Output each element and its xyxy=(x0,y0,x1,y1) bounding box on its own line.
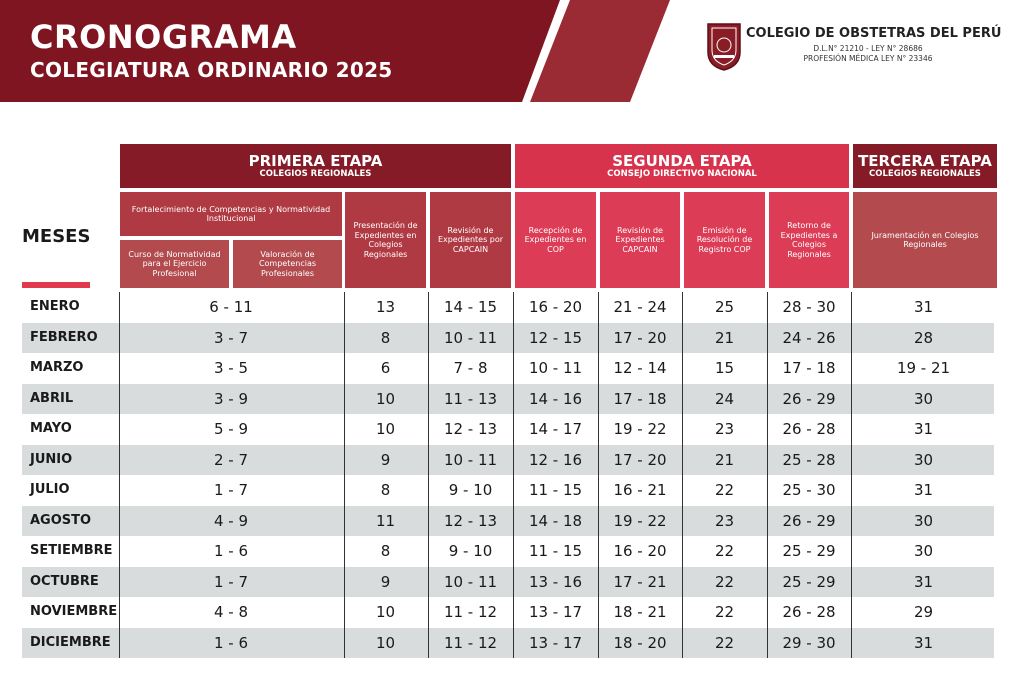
date-cell: 1 - 7 xyxy=(213,481,249,499)
date-cell: 22 xyxy=(714,572,735,591)
date-cell: 10 xyxy=(375,420,396,438)
column-divider xyxy=(428,292,429,658)
column-header-label: Valoración de Competencias Profesionales xyxy=(258,249,317,278)
date-cell: 12 - 15 xyxy=(528,328,583,347)
table-row xyxy=(22,506,994,536)
date-cell: 31 xyxy=(913,633,934,652)
date-cell: 9 - 10 xyxy=(448,542,493,560)
table-row xyxy=(22,353,994,383)
stage-subtitle: COLEGIOS REGIONALES xyxy=(259,168,372,179)
column-header-emision xyxy=(684,192,765,288)
table-row xyxy=(22,567,994,597)
date-cell: 21 - 24 xyxy=(613,298,667,316)
group-header-fortalecimiento xyxy=(120,192,342,236)
table-row xyxy=(22,292,994,322)
date-cell: 30 xyxy=(913,389,934,408)
column-header-label: Revisión de Expedientes CAPCAIN xyxy=(615,225,665,254)
date-cell: 25 - 30 xyxy=(782,481,836,499)
date-cell: 10 xyxy=(375,633,396,652)
date-cell: 13 - 16 xyxy=(528,572,583,591)
date-cell: 28 - 30 xyxy=(782,298,836,316)
date-cell: 25 - 29 xyxy=(782,572,836,591)
column-divider xyxy=(767,292,768,658)
org-name: COLEGIO DE OBSTETRAS DEL PERÚ xyxy=(746,26,1002,41)
date-cell: 17 - 18 xyxy=(782,359,836,377)
date-cell: 12 - 13 xyxy=(443,511,498,530)
stage-header-tercera xyxy=(853,144,997,188)
month-cell: JUNIO xyxy=(30,451,73,467)
column-divider xyxy=(119,292,120,658)
date-cell: 8 xyxy=(380,481,391,499)
date-cell: 19 - 22 xyxy=(613,511,667,530)
date-cell: 9 xyxy=(380,450,391,469)
table-row xyxy=(22,323,994,353)
date-cell: 25 - 28 xyxy=(782,450,836,469)
column-divider xyxy=(598,292,599,658)
date-cell: 3 - 9 xyxy=(213,389,249,408)
date-cell: 15 xyxy=(714,359,735,377)
month-cell: ENERO xyxy=(30,299,80,314)
group-header-label: Fortalecimiento de Competencias y Normatividad Institucional xyxy=(131,204,331,223)
date-cell: 30 xyxy=(913,542,934,560)
table-row xyxy=(22,597,994,627)
date-cell: 21 xyxy=(714,328,735,347)
date-cell: 13 xyxy=(375,298,396,316)
date-cell: 31 xyxy=(913,298,934,316)
date-cell: 6 xyxy=(380,359,391,377)
date-cell: 1 - 6 xyxy=(213,633,249,652)
date-cell: 23 xyxy=(714,420,735,438)
date-cell: 31 xyxy=(913,481,934,499)
month-cell: OCTUBRE xyxy=(30,573,99,589)
date-cell: 31 xyxy=(913,572,934,591)
date-cell: 3 - 7 xyxy=(213,328,249,347)
date-cell: 21 xyxy=(714,450,735,469)
column-header-label: Recepción de Expedientes en COP xyxy=(524,225,587,254)
stage-title: SEGUNDA ETAPA xyxy=(612,151,752,170)
date-cell: 13 - 17 xyxy=(528,603,583,621)
stage-header-primera xyxy=(120,144,511,188)
date-cell: 22 xyxy=(714,633,735,652)
date-cell: 14 - 15 xyxy=(443,298,498,316)
date-cell: 30 xyxy=(913,511,934,530)
date-cell: 10 - 11 xyxy=(443,328,498,347)
page-title: CRONOGRAMA xyxy=(30,18,297,56)
org-law-line-1: D.L.N° 21210 - LEY N° 28686 xyxy=(813,44,923,53)
column-header-label: Presentación de Expedientes en Colegios Regionales xyxy=(353,221,418,259)
date-cell: 11 - 13 xyxy=(443,389,498,408)
date-cell: 29 xyxy=(913,603,934,621)
table-row xyxy=(22,475,994,505)
column-header-valoracion xyxy=(233,240,342,288)
date-cell: 16 - 21 xyxy=(613,481,667,499)
date-cell: 13 - 17 xyxy=(528,633,583,652)
date-cell: 16 - 20 xyxy=(528,298,583,316)
stage-subtitle: COLEGIOS REGIONALES xyxy=(869,168,981,179)
date-cell: 19 - 22 xyxy=(613,420,667,438)
date-cell: 11 - 15 xyxy=(528,542,583,560)
date-cell: 12 - 16 xyxy=(528,450,583,469)
date-cell: 7 - 8 xyxy=(453,359,488,377)
months-accent-bar xyxy=(22,282,90,288)
column-header-label: Retorno de Expedientes a Colegios Regionales xyxy=(780,221,838,259)
date-cell: 1 - 7 xyxy=(213,572,249,591)
page-subtitle: COLEGIATURA ORDINARIO 2025 xyxy=(30,58,393,82)
date-cell: 4 - 9 xyxy=(213,511,249,530)
date-cell: 8 xyxy=(380,328,391,347)
month-cell: NOVIEMBRE xyxy=(30,604,118,619)
month-cell: ABRIL xyxy=(30,390,74,406)
table-row xyxy=(22,628,994,658)
column-header-recepcion xyxy=(515,192,596,288)
date-cell: 10 xyxy=(375,389,396,408)
date-cell: 19 - 21 xyxy=(896,359,951,377)
column-header-presentacion xyxy=(345,192,426,288)
stage-header-segunda xyxy=(515,144,849,188)
date-cell: 3 - 5 xyxy=(213,359,249,377)
date-cell: 10 - 11 xyxy=(443,572,498,591)
date-cell: 14 - 17 xyxy=(528,420,583,438)
date-cell: 18 - 21 xyxy=(613,603,667,621)
column-header-juramentacion xyxy=(853,192,997,288)
table-row xyxy=(22,536,994,566)
date-cell: 22 xyxy=(714,542,735,560)
date-cell: 22 xyxy=(714,603,735,621)
date-cell: 26 - 29 xyxy=(782,511,836,530)
date-cell: 9 xyxy=(380,572,391,591)
month-cell: AGOSTO xyxy=(30,512,92,528)
date-cell: 28 xyxy=(913,328,934,347)
date-cell: 30 xyxy=(913,450,934,469)
date-cell: 25 - 29 xyxy=(782,542,836,560)
month-cell: FEBRERO xyxy=(30,329,98,345)
month-cell: DICIEMBRE xyxy=(30,634,111,650)
date-cell: 26 - 28 xyxy=(782,603,836,621)
date-cell: 17 - 20 xyxy=(613,450,667,469)
column-header-label: Juramentación en Colegios Regionales xyxy=(871,230,979,249)
column-divider xyxy=(344,292,345,658)
date-cell: 26 - 29 xyxy=(782,389,836,408)
date-cell: 22 xyxy=(714,481,735,499)
date-cell: 24 xyxy=(714,389,735,408)
date-cell: 14 - 18 xyxy=(528,511,583,530)
org-law-line-2: PROFESIÓN MÉDICA LEY N° 23346 xyxy=(803,54,933,63)
date-cell: 17 - 20 xyxy=(613,328,667,347)
date-cell: 2 - 7 xyxy=(213,450,249,469)
date-cell: 12 - 13 xyxy=(443,420,498,438)
stage-title: PRIMERA ETAPA xyxy=(248,151,383,170)
date-cell: 11 - 12 xyxy=(443,603,498,621)
column-header-label: Revisión de Expedientes por CAPCAIN xyxy=(437,225,504,254)
column-header-curso xyxy=(120,240,229,288)
date-cell: 24 - 26 xyxy=(782,328,836,347)
date-cell: 18 - 20 xyxy=(613,633,667,652)
stage-title: TERCERA ETAPA xyxy=(858,151,992,170)
date-cell: 10 - 11 xyxy=(528,359,583,377)
months-column-label: MESES xyxy=(22,226,91,247)
column-header-label: Emisión de Resolución de Registro COP xyxy=(696,225,753,254)
date-cell: 10 xyxy=(375,603,396,621)
date-cell: 31 xyxy=(913,420,934,438)
date-cell: 12 - 14 xyxy=(613,359,667,377)
date-cell: 11 xyxy=(375,511,396,530)
date-cell: 16 - 20 xyxy=(613,542,667,560)
month-cell: JULIO xyxy=(30,482,70,497)
column-header-retorno xyxy=(769,192,849,288)
month-cell: MARZO xyxy=(30,360,84,375)
date-cell: 26 - 28 xyxy=(782,420,836,438)
date-cell: 29 - 30 xyxy=(782,633,836,652)
date-cell: 11 - 15 xyxy=(528,481,583,499)
column-divider xyxy=(682,292,683,658)
date-cell: 10 - 11 xyxy=(443,450,498,469)
date-cell: 11 - 12 xyxy=(443,633,498,652)
shield-crest-icon xyxy=(706,22,742,72)
date-cell: 5 - 9 xyxy=(213,420,249,438)
column-header-revision-capcain xyxy=(430,192,511,288)
date-cell: 4 - 8 xyxy=(213,603,249,621)
date-cell: 23 xyxy=(714,511,735,530)
date-cell: 6 - 11 xyxy=(209,298,253,316)
table-row xyxy=(22,384,994,414)
column-divider xyxy=(851,292,852,658)
table-row xyxy=(22,445,994,475)
column-header-label: Curso de Normatividad para el Ejercicio Profesional xyxy=(128,249,221,278)
table-row xyxy=(22,414,994,444)
date-cell: 25 xyxy=(714,298,735,316)
date-cell: 8 xyxy=(380,542,391,560)
month-cell: MAYO xyxy=(30,421,72,436)
date-cell: 14 - 16 xyxy=(528,389,583,408)
date-cell: 17 - 21 xyxy=(613,572,667,591)
column-divider xyxy=(513,292,514,658)
date-cell: 9 - 10 xyxy=(448,481,493,499)
month-cell: SETIEMBRE xyxy=(30,543,113,558)
date-cell: 17 - 18 xyxy=(613,389,667,408)
column-header-revision-cop xyxy=(600,192,680,288)
stage-subtitle: CONSEJO DIRECTIVO NACIONAL xyxy=(607,168,757,179)
date-cell: 1 - 6 xyxy=(213,542,249,560)
